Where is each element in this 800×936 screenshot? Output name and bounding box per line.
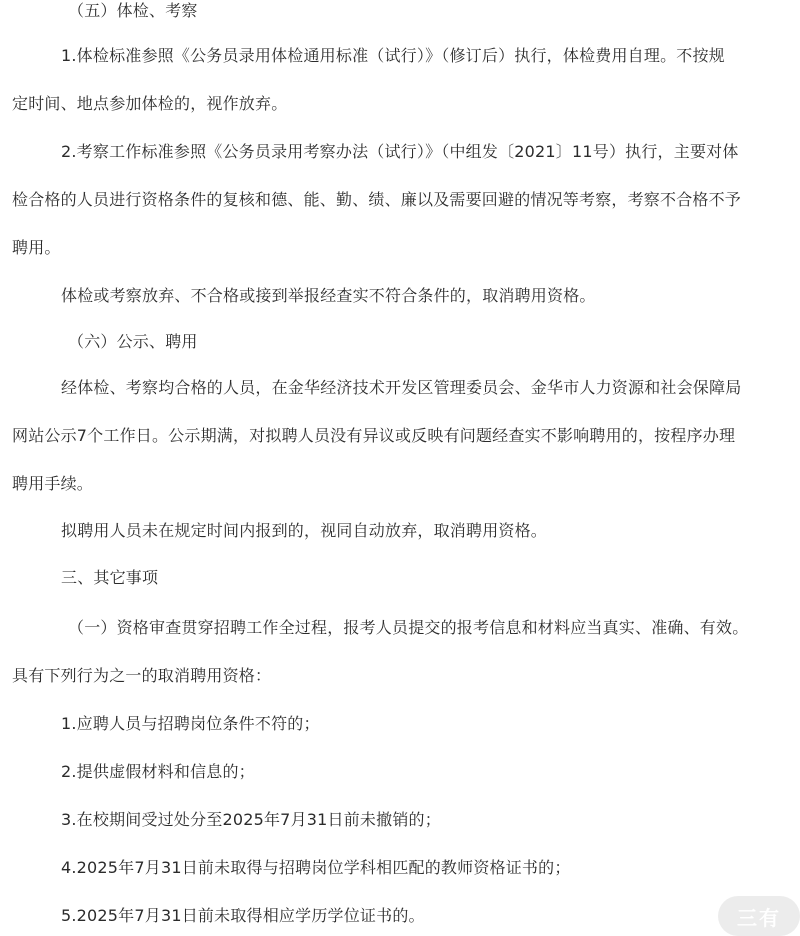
paragraph-line: 聘用手续。 bbox=[12, 474, 94, 493]
paragraph-line: 网站公示7个工作日。公示期满，对拟聘人员没有异议或反映有问题经查实不影响聘用的，按程序办理 bbox=[12, 426, 736, 445]
paragraph-line: 1.体检标准参照《公务员录用体检通用标准（试行）》（修订后）执行，体检费用自理。不按规 bbox=[61, 46, 725, 65]
list-item: 1.应聘人员与招聘岗位条件不符的； bbox=[61, 714, 320, 733]
paragraph-line: 具有下列行为之一的取消聘用资格： bbox=[12, 666, 272, 685]
paragraph-line: （一）资格审查贯穿招聘工作全过程，报考人员提交的报考信息和材料应当真实、准确、有效。 bbox=[68, 618, 749, 637]
list-item: 4.2025年7月31日前未取得与招聘岗位学科相匹配的教师资格证书的； bbox=[61, 858, 571, 877]
paragraph-line: 体检或考察放弃、不合格或接到举报经查实不符合条件的，取消聘用资格。 bbox=[61, 286, 596, 305]
paragraph-line: 检合格的人员进行资格条件的复核和德、能、勤、绩、廉以及需要回避的情况等考察，考察不合格不予 bbox=[12, 190, 742, 209]
paragraph-line: 拟聘用人员未在规定时间内报到的，视同自动放弃，取消聘用资格。 bbox=[61, 521, 548, 540]
watermark-text: 三有 bbox=[737, 905, 781, 930]
section-heading-medical-check: （五）体检、考察 bbox=[68, 1, 198, 20]
list-item: 5.2025年7月31日前未取得相应学历学位证书的。 bbox=[61, 906, 425, 925]
section-heading-other-matters: 三、其它事项 bbox=[61, 568, 159, 587]
paragraph-line: 定时间、地点参加体检的，视作放弃。 bbox=[12, 94, 288, 113]
watermark-logo bbox=[718, 896, 800, 936]
paragraph-line: 2.考察工作标准参照《公务员录用考察办法（试行）》（中组发〔2021〕11号）执行，主要对体 bbox=[61, 142, 739, 161]
list-item: 3.在校期间受过处分至2025年7月31日前未撤销的； bbox=[61, 810, 441, 829]
list-item: 2.提供虚假材料和信息的； bbox=[61, 762, 255, 781]
paragraph-line: 经体检、考察均合格的人员，在金华经济技术开发区管理委员会、金华市人力资源和社会保障局 bbox=[61, 378, 742, 397]
paragraph-line: 聘用。 bbox=[12, 238, 61, 257]
section-heading-publicity: （六）公示、聘用 bbox=[68, 332, 198, 351]
